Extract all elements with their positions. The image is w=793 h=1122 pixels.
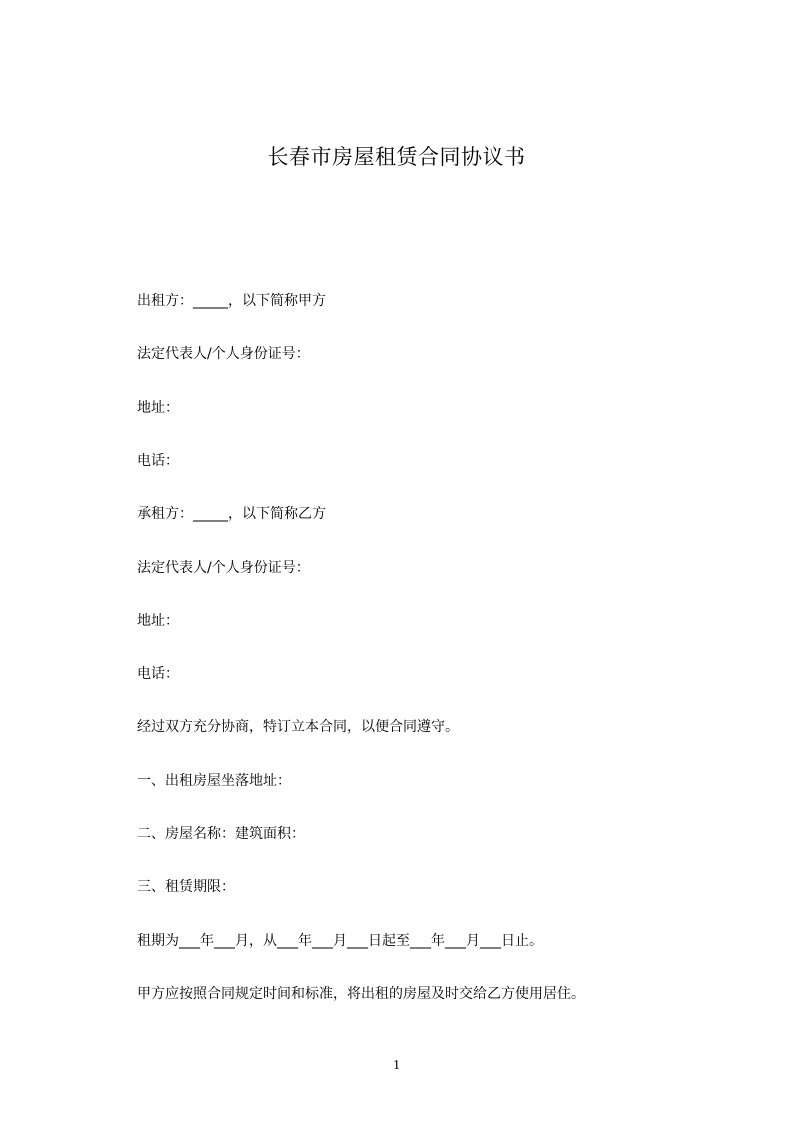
lessee-address-line: 地址：	[137, 613, 179, 629]
document-title: 长春市房屋租赁合同协议书	[267, 145, 526, 169]
agreement-intro-line: 经过双方充分协商，特订立本合同，以便合同遵守。	[137, 719, 459, 735]
lessee-id-line: 法定代表人/个人身份证号：	[137, 560, 310, 576]
lessor-phone-line: 电话：	[137, 453, 179, 469]
page-number: 1	[393, 1058, 400, 1073]
section-two-line: 二、房屋名称：建筑面积：	[137, 826, 305, 842]
delivery-clause-line: 甲方应按照合同规定时间和标准，将出租的房屋及时交给乙方使用居住。	[137, 986, 585, 1002]
lessee-line: 承租方：_____，以下简称乙方	[137, 506, 326, 522]
lessor-address-line: 地址：	[137, 400, 179, 416]
section-three-line: 三、租赁期限：	[137, 879, 235, 895]
lease-term-line: 租期为___年___月，从___年___月___日起至___年___月___日止。	[137, 933, 543, 949]
lessee-phone-line: 电话：	[137, 666, 179, 682]
lessor-id-line: 法定代表人/个人身份证号：	[137, 346, 310, 362]
section-one-line: 一、出租房屋坐落地址：	[137, 773, 291, 789]
lessor-line: 出租方：_____，以下简称甲方	[137, 293, 326, 309]
